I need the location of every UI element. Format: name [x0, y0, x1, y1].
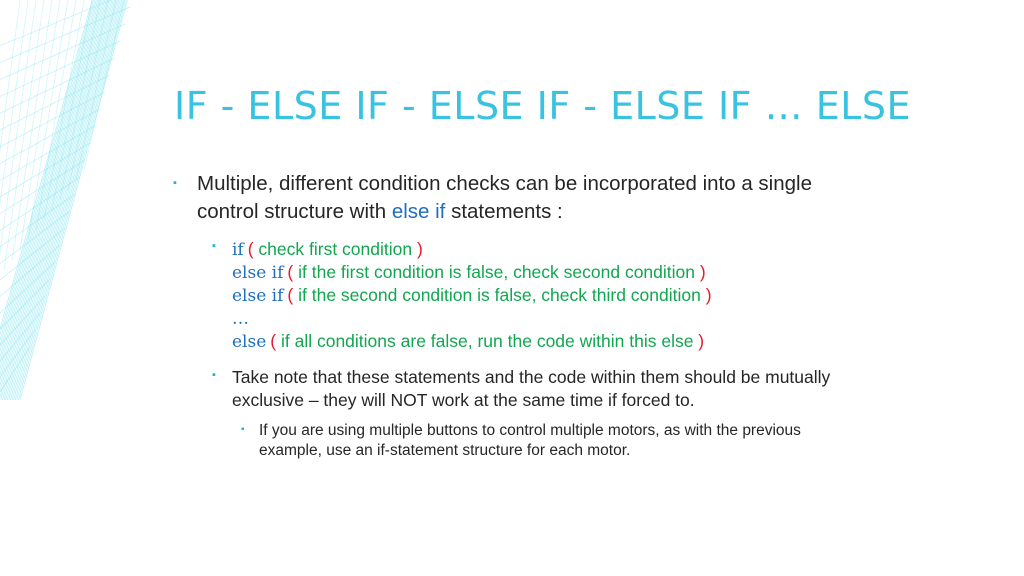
code-comment: if all conditions are false, run the code within this else — [276, 331, 699, 351]
bullet-marker: ▪ — [212, 369, 216, 381]
code-paren-open: ( — [247, 239, 254, 259]
code-line — [232, 330, 704, 354]
intro-line-2-suffix: statements : — [445, 200, 563, 223]
intro-line-2-prefix: control structure with — [197, 200, 392, 223]
intro-keyword: else if — [391, 200, 446, 223]
code-keyword: else — [232, 332, 267, 352]
bullet-marker: ▪ — [241, 424, 245, 435]
slide-title: IF - ELSE IF - ELSE IF - ELSE IF … ELSE — [174, 84, 912, 128]
code-paren-open: ( — [270, 331, 277, 351]
code-paren-close: ) — [698, 331, 705, 351]
code-paren-close: ) — [416, 239, 423, 259]
intro-line-2 — [197, 198, 563, 226]
code-line — [232, 284, 712, 308]
subnote-line-2: example, use an if-statement structure for each motor. — [259, 442, 631, 459]
code-comment: check first condition — [253, 239, 417, 259]
code-paren-close: ) — [699, 262, 706, 282]
intro-line-1: Multiple, different condition checks can be incorporated into a single — [197, 172, 812, 195]
bullet-marker: ▪ — [173, 177, 177, 189]
code-paren-close: ) — [705, 285, 712, 305]
code-keyword: else if — [232, 263, 284, 283]
code-comment: if the second condition is false, check third condition — [293, 285, 706, 305]
bullet-marker: ▪ — [212, 240, 216, 252]
code-comment: if the first condition is false, check second condition — [293, 262, 700, 282]
code-keyword: else if — [232, 286, 284, 306]
code-paren-open: ( — [287, 285, 294, 305]
subnote-line-1: If you are using multiple buttons to control multiple motors, as with the previous — [259, 422, 801, 439]
code-paren-open: ( — [287, 262, 294, 282]
note-line-2: exclusive – they will NOT work at the same time if forced to. — [232, 390, 695, 410]
code-line — [232, 238, 423, 262]
code-keyword: if — [232, 240, 244, 260]
code-line — [232, 307, 249, 331]
code-line — [232, 261, 706, 285]
code-keyword: … — [232, 309, 249, 329]
note-line-1: Take note that these statements and the code within them should be mutually — [232, 367, 831, 387]
